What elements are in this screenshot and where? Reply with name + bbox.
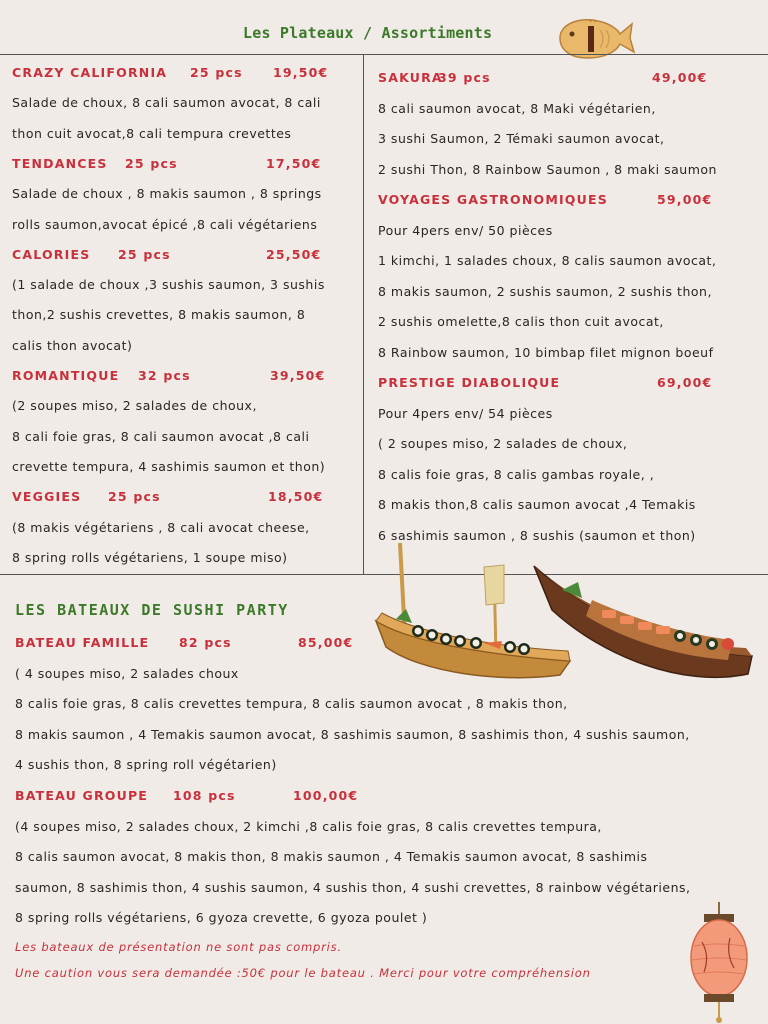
left_column-desc-line: crevette tempura, 4 sashimis saumon et thon): [12, 458, 326, 474]
left_column-pcs: 25 pcs: [190, 65, 243, 80]
bateau-desc-line: 8 calis foie gras, 8 calis crevettes tempura, 8 calis saumon avocat , 8 makis thon,: [15, 696, 568, 712]
left_column-desc-line: calis thon avocat): [12, 337, 133, 353]
right_column-price: 69,00€: [657, 375, 713, 390]
right_column-price: 49,00€: [652, 70, 708, 85]
bateau-desc-line: 8 spring rolls végétariens, 6 gyoza crevette, 6 gyoza poulet ): [15, 910, 428, 926]
right_column-desc-line: 8 cali saumon avocat, 8 Maki végétarien,: [378, 100, 656, 116]
right_column-price: 59,00€: [657, 192, 713, 207]
right_column-desc-line: 8 makis saumon, 2 sushis saumon, 2 sushis thon,: [378, 283, 712, 299]
left_column-heading: CALORIES: [12, 246, 91, 262]
left_column-desc-line: (2 soupes miso, 2 salades de choux,: [12, 398, 257, 414]
right_column-heading: PRESTIGE DIABOLIQUE: [378, 375, 561, 390]
left_column-desc-line: thon,2 sushis crevettes, 8 makis saumon, 8: [12, 307, 306, 323]
left_column-heading: ROMANTIQUE: [12, 368, 120, 383]
note-caution: Une caution vous sera demandée :50€ pour le bateau . Merci pour votre compréhension: [15, 966, 591, 980]
bateau-desc-line: ( 4 soupes miso, 2 salades choux: [15, 665, 239, 681]
right_column-desc-line: 1 kimchi, 1 salades choux, 8 calis saumon avocat,: [378, 253, 717, 268]
right_column-desc-line: 6 sashimis saumon , 8 sushis (saumon et thon): [378, 527, 696, 543]
bateau-pcs: 108 pcs: [173, 788, 236, 803]
right_column-desc-line: ( 2 soupes miso, 2 salades de choux,: [378, 436, 628, 451]
left_column-price: 18,50€: [268, 489, 324, 505]
left_column-desc-line: Salade de choux, 8 cali saumon avocat, 8 cali: [12, 95, 321, 111]
bateaux-title: LES BATEAUX DE SUSHI PARTY: [15, 601, 289, 619]
bateau-heading: BATEAU GROUPE: [15, 788, 149, 803]
right_column-heading: VOYAGES GASTRONOMIQUES: [378, 192, 608, 207]
left_column-pcs: 25 pcs: [108, 489, 161, 505]
bateau-desc-line: 8 calis saumon avocat, 8 makis thon, 8 makis saumon , 4 Temakis saumon avocat, 8 sashimis: [15, 849, 648, 865]
left_column-heading: VEGGIES: [12, 489, 82, 505]
left_column-desc-line: (8 makis végétariens , 8 cali avocat cheese,: [12, 519, 310, 535]
right_column-pcs: 39 pcs: [438, 70, 491, 85]
left_column-heading: TENDANCES: [12, 155, 108, 171]
plateaux-title: Les Plateaux / Assortiments: [243, 24, 493, 42]
left_column-desc-line: thon cuit avocat,8 cali tempura crevettes: [12, 125, 292, 141]
right_column-heading: SAKURA: [378, 70, 443, 85]
bateau-price: 100,00€: [293, 788, 359, 803]
right_column-desc-line: 8 calis foie gras, 8 calis gambas royale, ,: [378, 466, 655, 482]
bateau-desc-line: 4 sushis thon, 8 spring roll végétarien): [15, 757, 277, 773]
bateau-desc-line: 8 makis saumon , 4 Temakis saumon avocat, 8 sashimis saumon, 8 sashimis thon, 4 sushis saumon,: [15, 726, 690, 742]
left_column-price: 39,50€: [270, 368, 326, 383]
bateau-pcs: 82 pcs: [179, 635, 232, 650]
right_column-desc-line: Pour 4pers env/ 50 pièces: [378, 222, 553, 238]
bateau-desc-line: saumon, 8 sashimis thon, 4 sushis saumon, 4 sushis thon, 4 sushi crevettes, 8 rainbow végétariens,: [15, 879, 691, 895]
sushi-boat-image-2: [532, 560, 758, 694]
right_column-desc-line: Pour 4pers env/ 54 pièces: [378, 405, 553, 421]
bateau-desc-line: (4 soupes miso, 2 salades choux, 2 kimchi ,8 calis foie gras, 8 calis crevettes tempura,: [15, 818, 602, 834]
left_column-desc-line: (1 salade de choux ,3 sushis saumon, 3 sushis: [12, 277, 325, 293]
right_column-desc-line: 2 sushis omelette,8 calis thon cuit avocat,: [378, 314, 664, 329]
left_column-desc-line: 8 cali foie gras, 8 cali saumon avocat ,8 cali: [12, 428, 310, 444]
note-presentation: Les bateaux de présentation ne sont pas compris.: [15, 940, 342, 954]
right_column-desc-line: 8 Rainbow saumon, 10 bimbap filet mignon boeuf: [378, 344, 714, 360]
left_column-pcs: 25 pcs: [125, 155, 178, 171]
left_column-pcs: 32 pcs: [138, 368, 191, 383]
left_column-price: 17,50€: [266, 155, 322, 171]
left_column-desc-line: Salade de choux , 8 makis saumon , 8 springs: [12, 186, 322, 202]
right_column-desc-line: 8 makis thon,8 calis saumon avocat ,4 Temakis: [378, 497, 696, 512]
left_column-desc-line: rolls saumon,avocat épicé ,8 cali végétariens: [12, 216, 318, 232]
paper-lantern-icon: [686, 902, 752, 1024]
right_column-desc-line: 3 sushi Saumon, 2 Témaki saumon avocat,: [378, 131, 665, 146]
left_column-price: 25,50€: [266, 246, 322, 262]
left_column-pcs: 25 pcs: [118, 246, 171, 262]
right_column-desc-line: 2 sushi Thon, 8 Rainbow Saumon , 8 maki saumon: [378, 161, 717, 177]
bateau-price: 85,00€: [298, 635, 354, 650]
bateau-heading: BATEAU FAMILLE: [15, 635, 150, 650]
left_column-heading: CRAZY CALIFORNIA: [12, 65, 168, 80]
left_column-price: 19,50€: [273, 65, 329, 80]
left_column-desc-line: 8 spring rolls végétariens, 1 soupe miso): [12, 549, 288, 565]
